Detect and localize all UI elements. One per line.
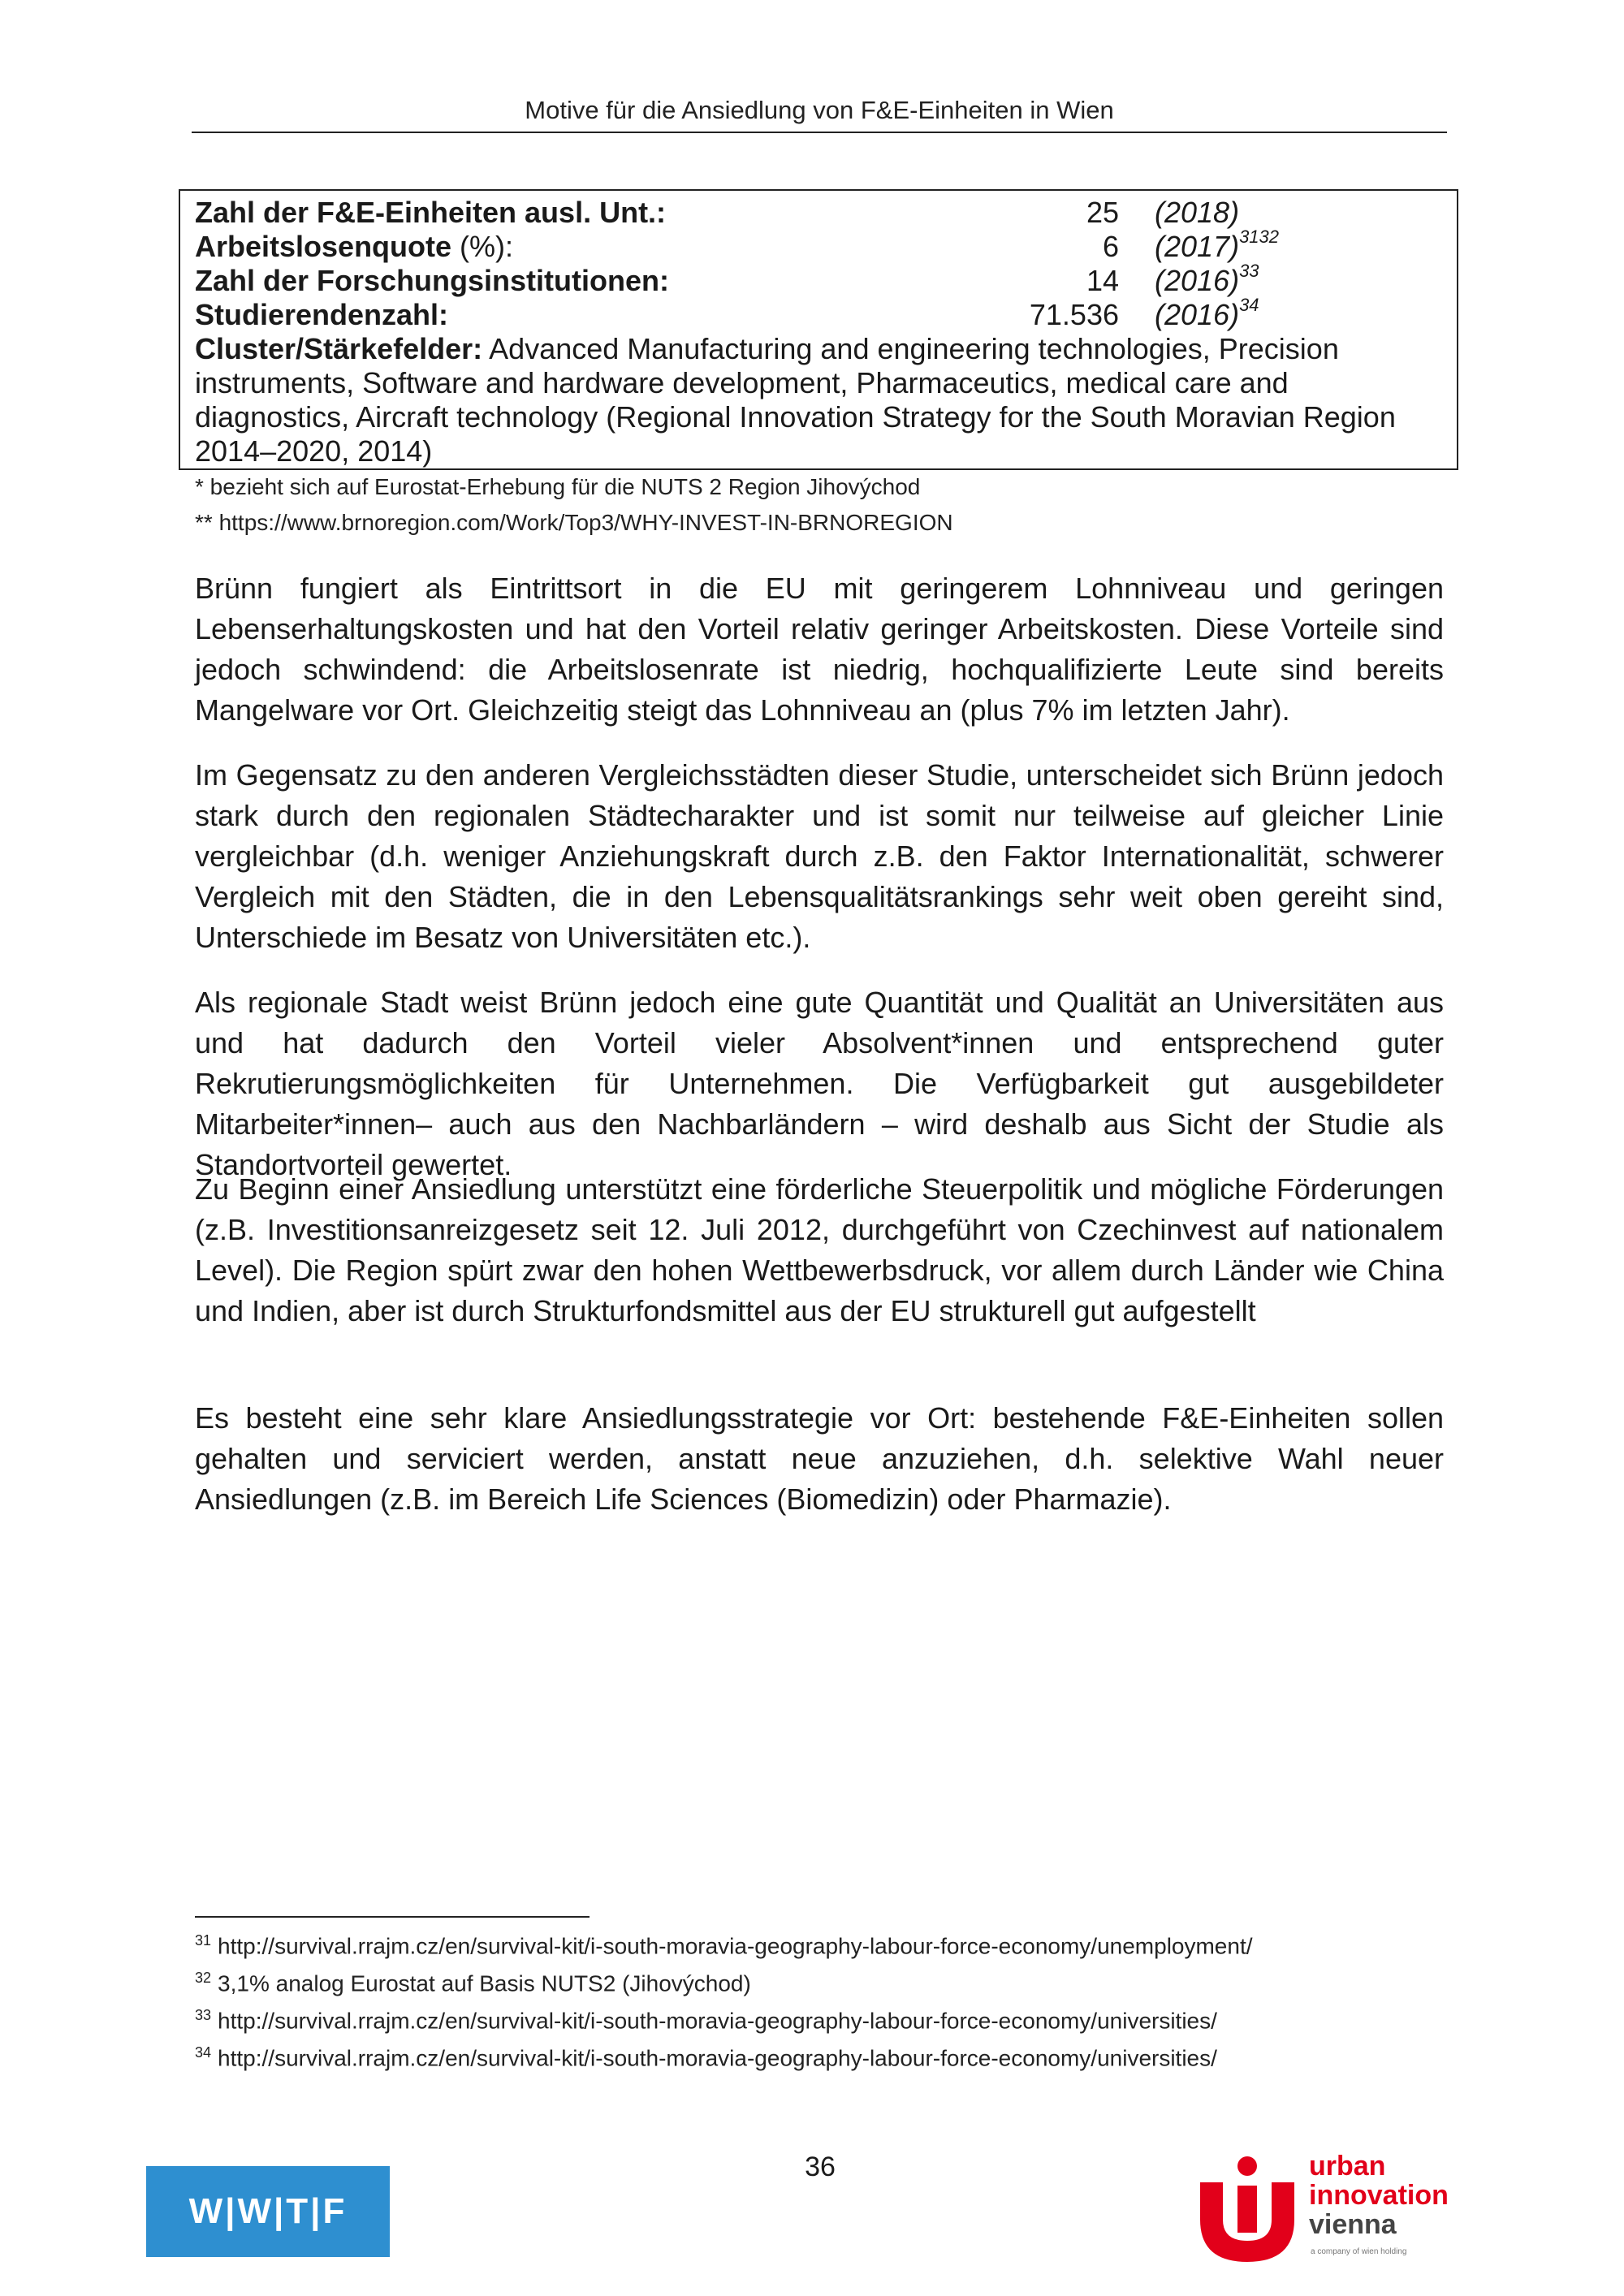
footnote-ref: 33 bbox=[1239, 261, 1259, 281]
footnote: $^{34}$ http://survival.rrajm.cz/en/survival-kit/i-south-moravia-geography-labour-force-economy/universities/ bbox=[195, 2044, 1217, 2071]
uiv-word-3: vienna bbox=[1309, 2209, 1397, 2240]
info-box bbox=[179, 189, 1458, 470]
footnote: $^{32}$ 3,1% analog Eurostat auf Basis NUTS2 (Jihovýchod) bbox=[195, 1970, 751, 1996]
info-value: 14 bbox=[1086, 264, 1119, 297]
info-year: $(2016)^{34}$ bbox=[1155, 295, 1259, 331]
urban-innovation-vienna-logo bbox=[1190, 2151, 1483, 2273]
paragraph: Es besteht eine sehr klare Ansiedlungsstrategie vor Ort: bestehende F&E-Einheiten sollen gehalten und serviciert werden, anstatt neue anzuziehen, d.h. selektive Wahl neuer Ansiedlungen (z.B. im Bereich Life Sciences (Biomedizin) oder Pharmazie). bbox=[195, 1401, 1444, 1516]
paragraph: Brünn fungiert als Eintrittsort in die EU mit geringerem Lohnniveau und geringen Lebenserhaltungskosten und hat den Vorteil relativ geringer Arbeitskosten. Diese Vorteile sind jedoch schwindend: die Arbeitslosenrate ist niedrig, hochqualifizierte Leute sind bereits Mangelware vor Ort. Gleichzeitig steigt das Lohnniveau an (plus 7% im letzten Jahr). bbox=[195, 572, 1444, 727]
info-row-research-institutions bbox=[195, 261, 1442, 298]
cluster-text: Advanced Manufacturing and engineering technologies, Precision instruments, Software and hardware development, Pharmaceutics, medical care and diagnostics, Aircraft technology (Regional Innovation Strategy for the South Moravian Region 2014–2020, 2014) bbox=[195, 332, 1396, 468]
wwtf-logo-text: W|W|T|F bbox=[188, 2191, 348, 2231]
table-note-eurostat: * bezieht sich auf Eurostat-Erhebung für die NUTS 2 Region Jihovýchod bbox=[195, 474, 921, 499]
uiv-word-1: urban bbox=[1309, 2151, 1386, 2182]
info-cluster bbox=[195, 332, 1442, 468]
header-rule bbox=[192, 132, 1447, 133]
info-value: 6 bbox=[1102, 230, 1119, 263]
paragraph: Im Gegensatz zu den anderen Vergleichsstädten dieser Studie, unterscheidet sich Brünn jedoch stark durch den regionalen Städtecharakter und ist somit nur teilweise auf gleicher Linie vergleichbar (d.h. weniger Anziehungskraft durch z.B. den Faktor Internationalität, schwerer Vergleich mit den Städten, die in den Lebensqualitätsrankings sehr weit oben gereiht sind, Unterschiede im Besatz von Universitäten etc.). bbox=[195, 758, 1444, 954]
footnote-rule bbox=[195, 1916, 590, 1918]
paragraph: Zu Beginn einer Ansiedlung unterstützt eine förderliche Steuerpolitik und mögliche Förderungen (z.B. Investitionsanreizgesetz seit 12. Juli 2012, durchgeführt von Czechinvest auf nationalem Level). Die Region spürt zwar den hohen Wettbewerbsdruck, vor allem durch Länder wie China und Indien, aber ist durch Strukturfondsmittel aus der EU strukturell gut aufgestellt bbox=[195, 1172, 1444, 1327]
wwtf-logo bbox=[146, 2166, 390, 2257]
page-header: Motive für die Ansiedlung von F&E-Einheiten in Wien bbox=[525, 96, 1114, 124]
uiv-subline: a company of wien holding bbox=[1311, 2247, 1407, 2256]
uiv-mark-icon bbox=[1190, 2155, 1304, 2268]
info-row-rd-units bbox=[195, 196, 1442, 230]
uiv-wordmark bbox=[1309, 2151, 1449, 2239]
info-year: $(2017)^{3132}$ bbox=[1155, 227, 1280, 263]
info-value: 71.536 bbox=[1029, 298, 1119, 331]
uiv-word-2: innovation bbox=[1309, 2180, 1449, 2211]
info-label: Zahl der F&E-Einheiten ausl. Unt.: bbox=[195, 196, 667, 229]
footnote-ref: 3132 bbox=[1239, 227, 1280, 247]
footnote-ref: 34 bbox=[1239, 295, 1259, 315]
page-number: 36 bbox=[805, 2151, 836, 2182]
info-label: Zahl der Forschungsinstitutionen: bbox=[195, 264, 669, 297]
info-label: Arbeitslosenquote (%): bbox=[195, 230, 514, 263]
info-row-unemployment bbox=[195, 227, 1442, 264]
paragraph: Als regionale Stadt weist Brünn jedoch eine gute Quantität und Qualität an Universitäten aus und hat dadurch den Vorteil vieler Absolvent*innen und entsprechend guter Rekrutierungsmöglichkeiten für Unternehmen. Die Verfügbarkeit gut ausgebildeter Mitarbeiter*innen– auch aus den Nachbarländern – wird deshalb aus Sicht der Studie als Standortvorteil gewertet. bbox=[195, 986, 1444, 1181]
info-label: Studierendenzahl: bbox=[195, 298, 449, 331]
info-year: (2018) bbox=[1155, 196, 1240, 229]
cluster-label: Cluster/Stärkefelder: bbox=[195, 332, 483, 365]
info-value: 25 bbox=[1086, 196, 1119, 229]
footnote: $^{31}$ http://survival.rrajm.cz/en/survival-kit/i-south-moravia-geography-labour-force-economy/unemployment/ bbox=[195, 1932, 1253, 1959]
info-row-students bbox=[195, 295, 1442, 332]
footnote: $^{33}$ http://survival.rrajm.cz/en/survival-kit/i-south-moravia-geography-labour-force-economy/universities/ bbox=[195, 2007, 1217, 2034]
info-year: $(2016)^{33}$ bbox=[1155, 261, 1259, 297]
table-note-link: ** https://www.brnoregion.com/Work/Top3/WHY-INVEST-IN-BRNOREGION bbox=[195, 510, 953, 535]
